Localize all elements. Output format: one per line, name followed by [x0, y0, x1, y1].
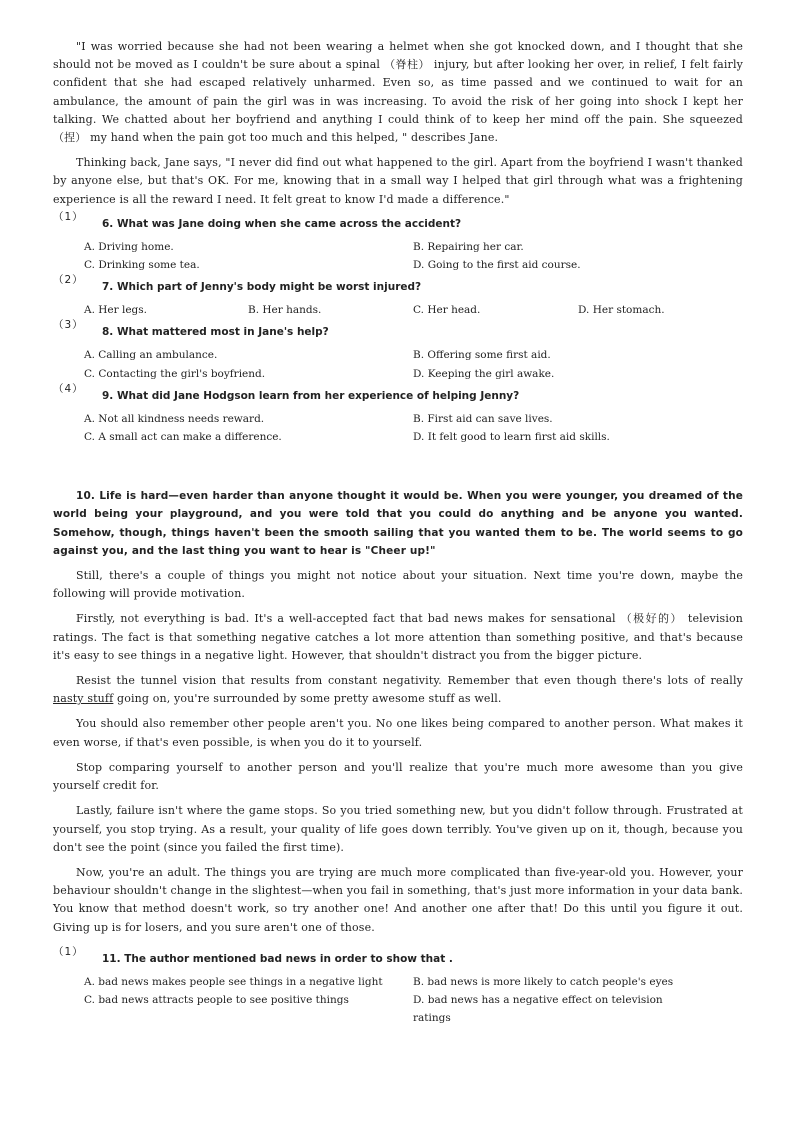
answer-options: [53, 346, 743, 382]
paragraph: "I was worried because she had not been wearing a helmet when she got knocked down, and I thought that she should not be moved as I couldn't be sure about a spinal （脊柱） injury, but after looking her over, in relief, I felt fairly confident that she had escaped relatively unharmed. Even so, as time passed and we continued to wait for an ambulance, the amount of pain the girl was in was increasing. To avoid the risk of her going into shock I kept her talking. We chatted about her boyfriend and anything I could think of to keep her mind off the pain. She squeezed （捏） my hand when the pain got too much and this helped, " describes Jane.: [53, 40, 743, 145]
paragraph: Thinking back, Jane says, "I never did find out what happened to the girl. Apart from the boyfriend I wasn't thanked by anyone else, but that's OK. For me, knowing that in a small way I helped that girl through what was a frightening experience is all the reward I need. It felt great to know I'd made a difference.": [53, 156, 743, 206]
text-run: going on, you're surrounded by some pretty awesome stuff as well.: [113, 692, 502, 706]
option-c[interactable]: C. A small act can make a difference.: [84, 431, 282, 444]
paragraph: Lastly, failure isn't where the game stops. So you tried something new, but you didn't follow through. Frustrated at yourself, you stop trying. As a result, your quality of life goes down terribly. You've given up on it, though, because you don't see the point (since you failed the first time).: [53, 804, 743, 854]
option-d[interactable]: D. It felt good to learn first aid skills.: [413, 431, 610, 444]
option-c[interactable]: C. Drinking some tea.: [84, 259, 200, 272]
underlined-phrase: nasty stuff: [53, 692, 114, 706]
option-a[interactable]: A. Calling an ambulance.: [84, 349, 218, 362]
question-number: （1）: [53, 945, 84, 958]
answer-options: [53, 238, 743, 274]
question-number: （2）: [53, 274, 84, 287]
option-d[interactable]: D. Going to the first aid course.: [413, 259, 581, 272]
question-text: 6. What was Jane doing when she came across the accident?: [102, 217, 462, 230]
option-a[interactable]: A. Driving home.: [84, 240, 174, 253]
question-text: 7. Which part of Jenny's body might be worst injured?: [102, 281, 422, 294]
text-run: Resist the tunnel vision that results from constant negativity. Remember that even though there's lots of really: [76, 674, 743, 688]
question: [53, 274, 743, 296]
option-b[interactable]: B. Repairing her car.: [413, 240, 524, 253]
paragraph: Still, there's a couple of things you might not notice about your situation. Next time you're down, maybe the following will provide motivation.: [53, 569, 743, 601]
question: [53, 210, 743, 233]
answer-options: [53, 973, 743, 1028]
question-number: （1）: [53, 210, 84, 223]
paragraph: [53, 672, 743, 708]
answer-options: [53, 301, 743, 319]
passage-intro: 10. Life is hard—even harder than anyone thought it would be. When you were younger, you dreamed of the world being your playground, and you were told that you could do anything and be anyone you wanted. Somehow, though, things haven't been the smooth sailing that you wanted them to be. The world seems to go against you, and the last thing you want to hear is "Cheer up!": [53, 490, 743, 557]
option-a[interactable]: A. Not all kindness needs reward.: [84, 412, 265, 425]
question-number: （4）: [53, 382, 84, 395]
question-text: 8. What mattered most in Jane's help?: [102, 326, 329, 339]
question-text: 9. What did Jane Hodgson learn from her experience of helping Jenny?: [102, 389, 520, 402]
option-c[interactable]: C. Contacting the girl's boyfriend.: [84, 367, 266, 380]
option-b[interactable]: B. Her hands.: [248, 304, 322, 317]
section-gap: [53, 451, 743, 487]
paragraph: You should also remember other people aren't you. No one likes being compared to another person. What makes it even worse, if that's even possible, is when you do it to yourself.: [53, 717, 743, 749]
question-number: （3）: [53, 319, 84, 332]
document-page: [53, 38, 743, 1032]
option-b[interactable]: B. Offering some first aid.: [413, 349, 551, 362]
option-d[interactable]: D. Her stomach.: [578, 304, 665, 317]
answer-options: [53, 410, 743, 446]
option-d[interactable]: D. Keeping the girl awake.: [413, 367, 555, 380]
option-a[interactable]: A. Her legs.: [84, 304, 148, 317]
option-b[interactable]: B. First aid can save lives.: [413, 412, 553, 425]
paragraph: Now, you're an adult. The things you are trying are much more complicated than five-year-old you. However, your behaviour shouldn't change in the slightest—when you fail in something, that's just more information in your data bank. You know that method doesn't work, so try another one! And another one after that! Do this until you figure it out. Giving up is for losers, and you sure aren't one of those.: [53, 865, 743, 934]
option-b[interactable]: B. bad news is more likely to catch people's eyes: [413, 975, 674, 988]
option-c[interactable]: C. Her head.: [413, 304, 481, 317]
option-a[interactable]: A. bad news makes people see things in a negative light: [84, 975, 383, 988]
question: [53, 382, 743, 405]
option-d[interactable]: D. bad news has a negative effect on television ratings: [413, 993, 663, 1025]
question: [53, 945, 743, 968]
question: [53, 319, 743, 341]
option-c[interactable]: C. bad news attracts people to see positive things: [84, 993, 349, 1006]
paragraph: Stop comparing yourself to another person and you'll realize that you're much more awesome than you give yourself credit for.: [53, 760, 743, 793]
question-text: 11. The author mentioned bad news in order to show that .: [102, 952, 453, 965]
paragraph: Firstly, not everything is bad. It's a well-accepted fact that bad news makes for sensational （极好的） television ratings. The fact is that something negative catches a lot more attention than something positive, and that's because it's easy to see things in a negative light. However, that shouldn't distract you from the bigger picture.: [53, 612, 743, 662]
